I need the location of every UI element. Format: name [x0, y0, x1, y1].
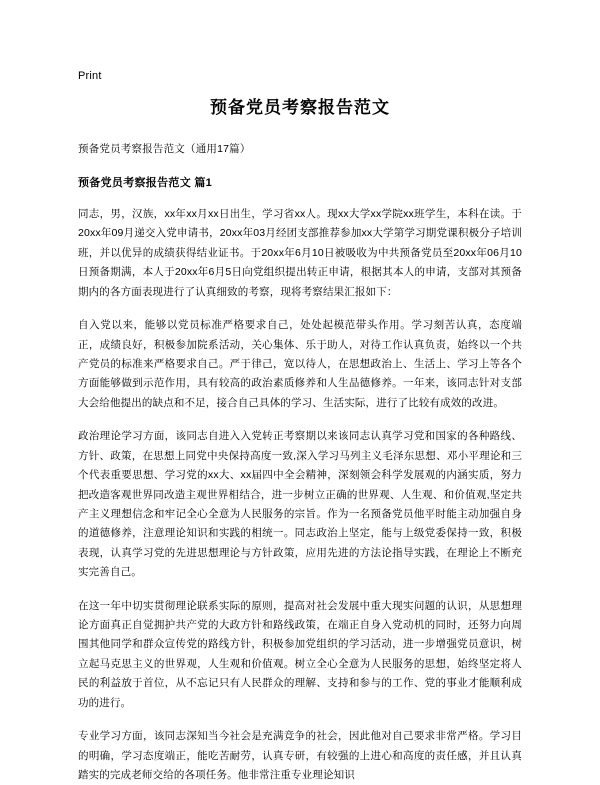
page-title: 预备党员考察报告范文: [210, 98, 390, 117]
paragraph: 自入党以来，能够以党员标准严格要求自己，处处起模范带头作用。学习刻苦认真，态度端正，成绩良好，积极参加院系活动，关心集体、乐于助人，对待工作认真负责，始终以一个共产党员的标准来严格要求自己。严于律己，宽以待人，在思想政治上、生活上、学习上等各个方面能够做到示范作用，具有较高的政治素质修养和人生品德修养。一年来，该同志针对支部大会给他提出的缺点和不足，接合自己具体的学习、生活实际，进行了比较有成效的改进。: [78, 319, 522, 409]
section-heading: 预备党员考察报告范文 篇1: [78, 176, 213, 189]
paragraph: 在这一年中切实贯彻理论联系实际的原则，提高对社会发展中重大现实问题的认识，从思想理论方面真正自觉拥护共产党的大政方针和路线政策，在端正自身入党动机的同时，还努力向周围其他同学和群众宣传党的路线方针，积极参加党组织的学习活动，进一步增强党员意识，树立起马克思主义的世界观，人生观和价值观。树立全心全意为人民服务的思想，始终坚定将人民的利益放于首位，从不忘记只有人民群众的理解、支持和参与的工作、党的事业才能顺利成功的进行。: [78, 599, 522, 709]
paragraph: 同志，男，汉族，xx年xx月xx日出生，学习省xx人。现xx大学xx学院xx班学生，本科在读。于20xx年09月递交入党申请书，20xx年03月经团支部推荐参加xx大学第学习期党课积极分子培训班，并以优异的成绩获得结业证书。于20xx年6月10日被吸收为中共预备党员至20xx年06月10日预备期满，本人于20xx年6月5日向党组织提出转正申请，根据其本人的申请，支部对其预备期内的各方面表现进行了认真细致的考察，现将考察结果汇报如下：: [78, 208, 522, 298]
paragraph: 政治理论学习方面，该同志自进入入党转正考察期以来该同志认真学习党和国家的各种路线、方针、政策，在思想上同党中央保持高度一致,深入学习马列主义毛泽东思想、邓小平理论和三个代表重要思想、学习党的xx大、xx届四中全会精神，深刻领会科学发展观的内涵实质，努力把改造客观世界同改造主观世界相结合，进一步树立正确的世界观、人生观、和价值观,坚定共产主义理想信念和牢记全心全意为人民服务的宗旨。作为一名预备党员他平时能主动加强自身的道德修养，注意理论知识和实践的相统一。同志政治上坚定，能与上级党委保持一致，积极表现，认真学习党的先进思想理论与方针政策，应用先进的方法论指导实践，在理论上不断充实完善自己。: [78, 430, 522, 579]
print-button[interactable]: Print: [78, 70, 102, 82]
document-subtitle: 预备党员考察报告范文（通用17篇）: [78, 142, 251, 155]
paragraph: 专业学习方面，该同志深知当今社会是充满竞争的社会，因此他对自己要求非常严格。学习目的明确，学习态度端正，能吃苦耐劳，认真专研，有较强的上进心和高度的责任感，并且认真踏实的完成老师交给的各项任务。他非常注重专业理论知识: [78, 730, 522, 782]
